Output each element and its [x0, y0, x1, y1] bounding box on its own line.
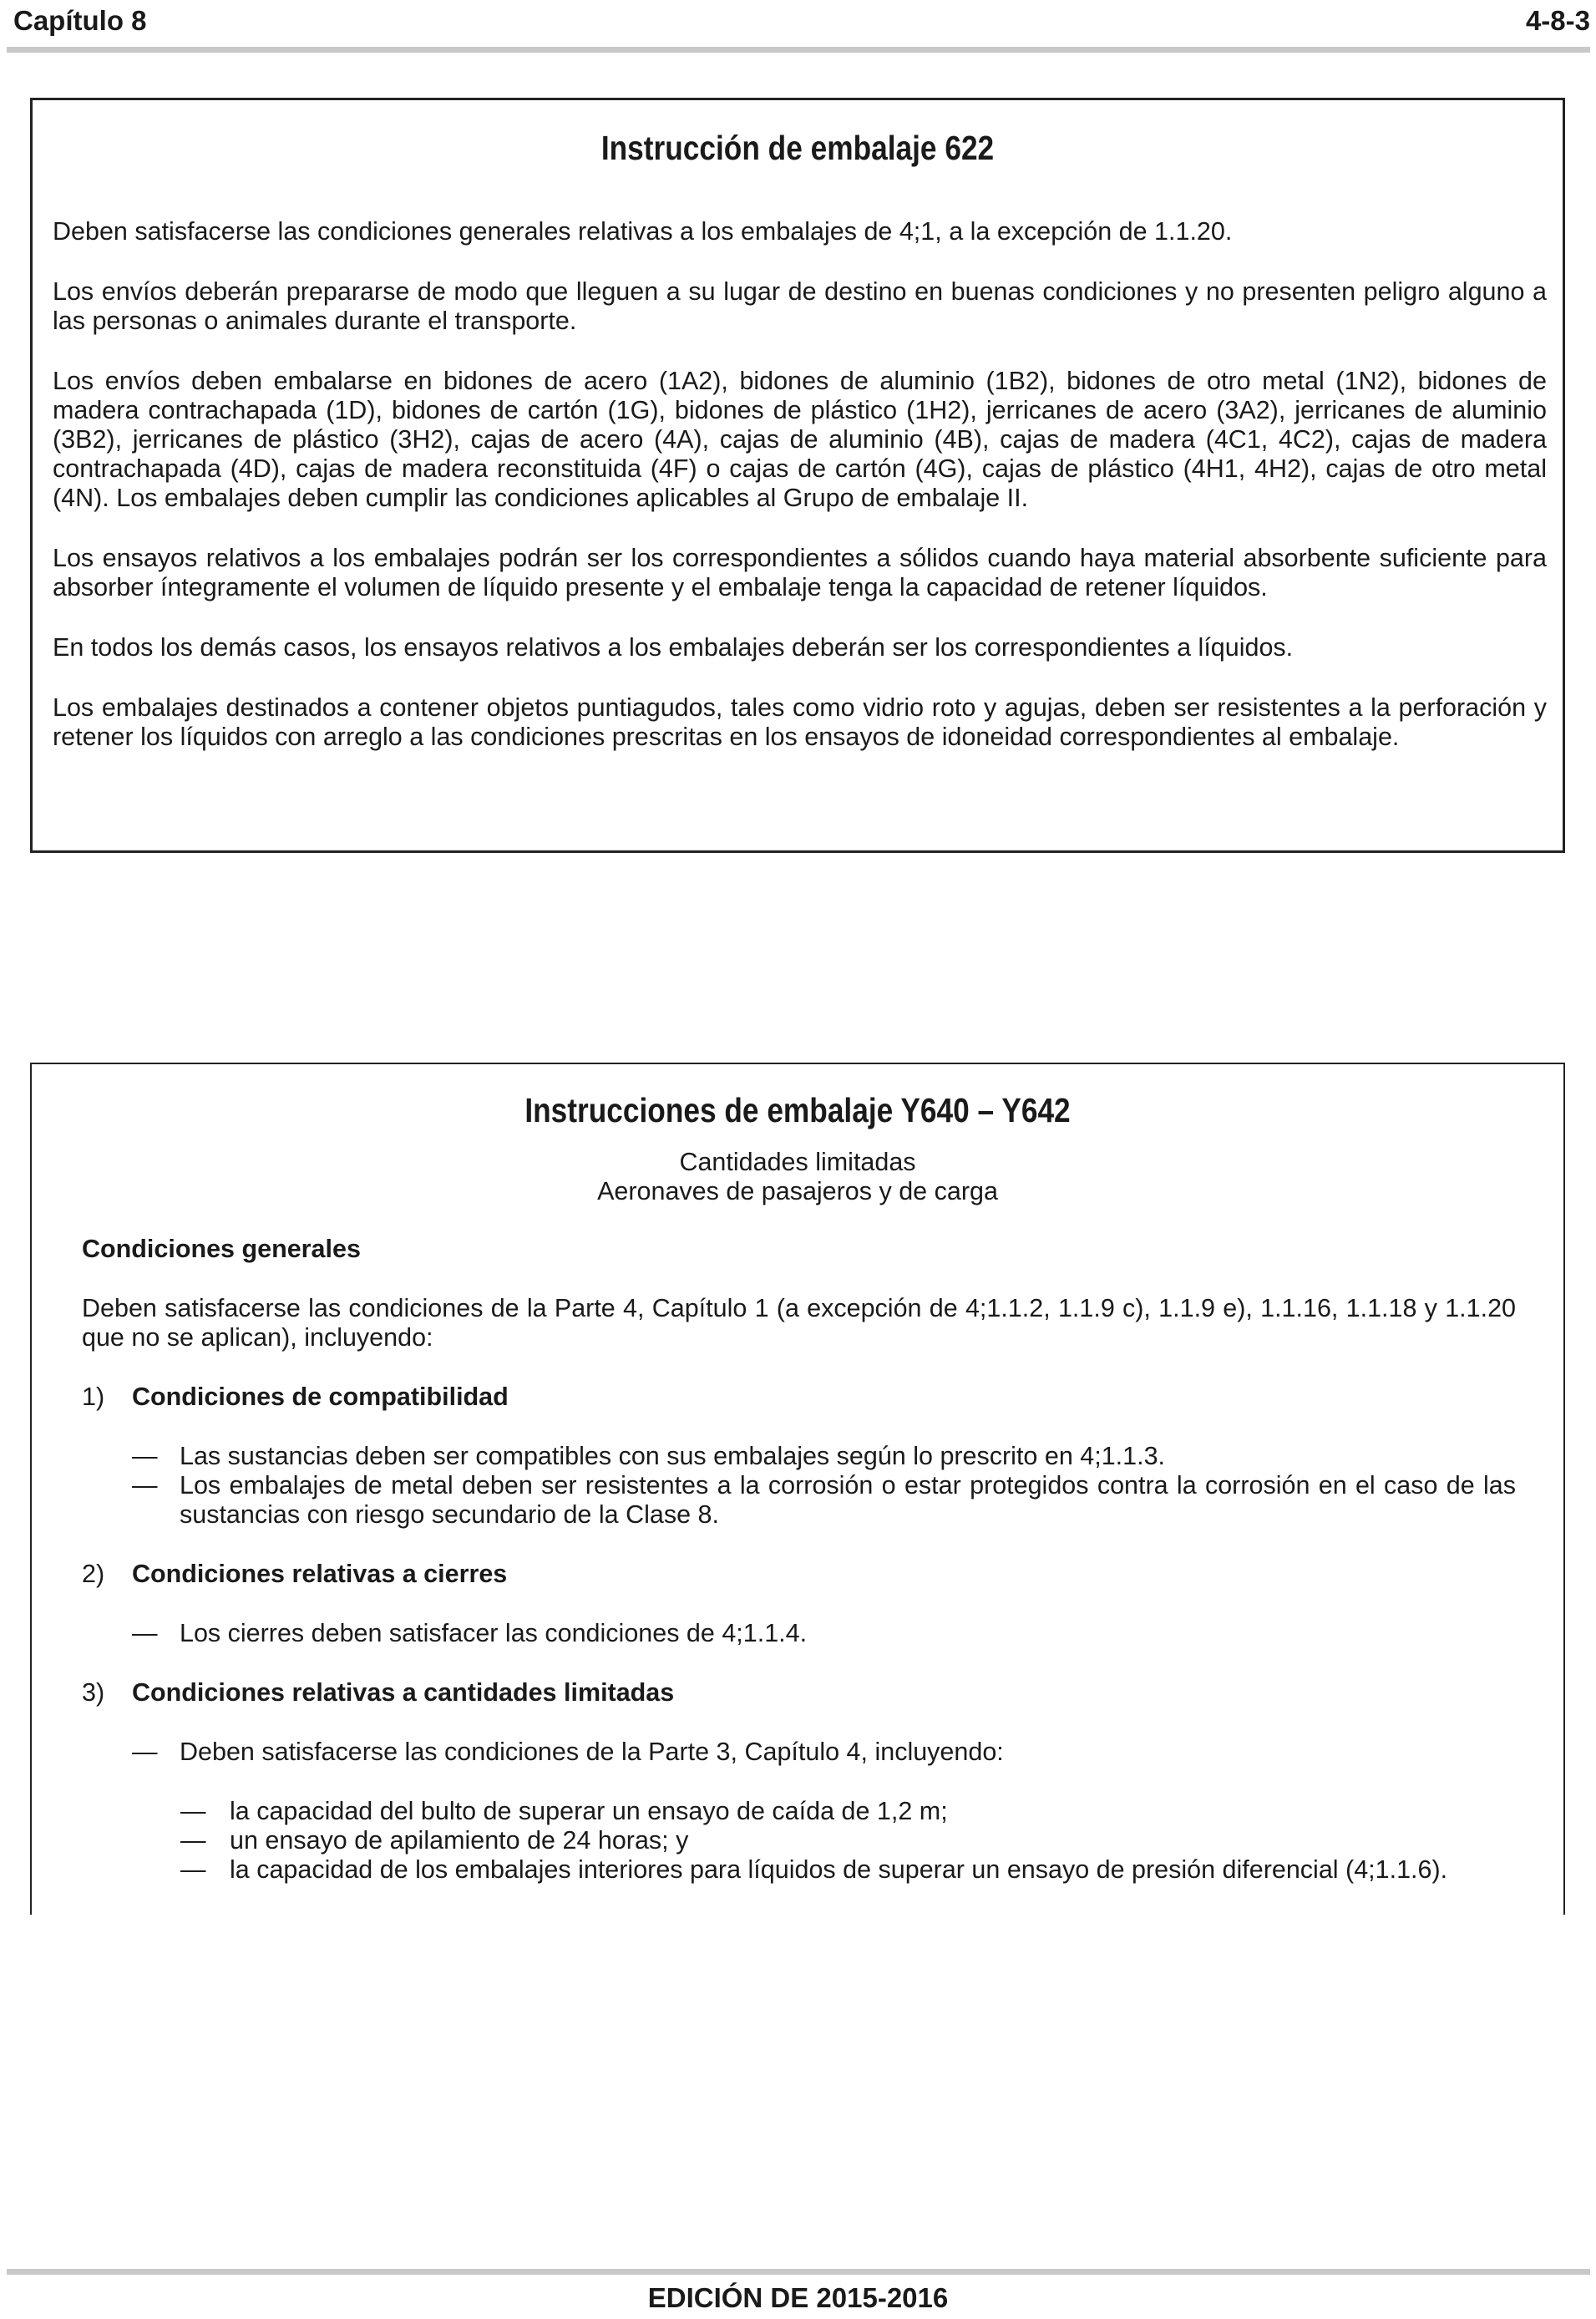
- box1-paragraph: Los ensayos relativos a los embalajes podrán ser los correspondientes a sólidos cuando haya material absorbente suficiente para absorber íntegramente el volumen de líquido presente y el embalaje tenga la capacidad de retener líquidos.: [53, 544, 1547, 601]
- section-compatibility: [82, 1383, 1516, 1412]
- box2-subtitle-limited-quantities: Cantidades limitadas: [679, 1148, 916, 1176]
- dash-bullet: —: [132, 1738, 158, 1766]
- packing-instruction-622-box: [30, 98, 1565, 853]
- section-number: 1): [82, 1383, 105, 1411]
- page-number: 4-8-3: [1525, 5, 1590, 36]
- box1-title: Instrucción de embalaje 622: [600, 129, 995, 167]
- list-item: [82, 1471, 1516, 1530]
- dash-bullet: —: [132, 1471, 158, 1499]
- list-item-text: Los cierres deben satisfacer las condiciones de 4;1.1.4.: [180, 1619, 808, 1647]
- section-number: 3): [82, 1678, 105, 1707]
- section-number: 2): [82, 1560, 105, 1588]
- box2-subtitle-aircraft: Aeronaves de pasajeros y de carga: [597, 1177, 998, 1205]
- dash-bullet: —: [132, 1442, 158, 1470]
- section-closures: [82, 1560, 1516, 1589]
- list-item-text: Las sustancias deben ser compatibles con sus embalajes según lo prescrito en 4;1.1.3.: [180, 1442, 1166, 1470]
- box2-body: [82, 1235, 1516, 1885]
- dash-bullet: —: [180, 1797, 206, 1825]
- sub-list-item-text: la capacidad del bulto de superar un ensayo de caída de 1,2 m;: [230, 1797, 948, 1825]
- section-title: Condiciones relativas a cierres: [132, 1560, 508, 1588]
- list-item: [82, 1442, 1516, 1471]
- dash-bullet: —: [180, 1826, 206, 1855]
- list-item: [82, 1738, 1516, 1767]
- list-item: [82, 1619, 1516, 1648]
- sub-list-item: [82, 1797, 1516, 1826]
- general-conditions-intro: Deben satisfacerse las condiciones de la Parte 4, Capítulo 1 (a excepción de 4;1.1.2, 1.1.9 c), 1.1.9 e), 1.1.16, 1.1.18 y 1.1.20 que no se aplican), incluyendo:: [82, 1294, 1516, 1352]
- footer-rule: [7, 2269, 1590, 2275]
- sub-list-item: [82, 1826, 1516, 1855]
- list-item-text: Los embalajes de metal deben ser resistentes a la corrosión o estar protegidos contra la corrosión en el caso de las sustancias con riesgo secundario de la Clase 8.: [180, 1471, 1516, 1529]
- chapter-label: Capítulo 8: [13, 5, 147, 36]
- sub-list-item-text: un ensayo de apilamiento de 24 horas; y: [230, 1826, 689, 1855]
- dash-bullet: —: [180, 1855, 206, 1884]
- section-title: Condiciones relativas a cantidades limitadas: [132, 1678, 675, 1707]
- box1-paragraph: Los envíos deberán prepararse de modo que lleguen a su lugar de destino en buenas condiciones y no presenten peligro alguno a las personas o animales durante el transporte.: [53, 277, 1547, 335]
- box1-body: [53, 217, 1547, 783]
- box2-title: Instrucciones de embalaje Y640 – Y642: [524, 1091, 1071, 1129]
- page-header: [13, 5, 1590, 38]
- packing-instructions-y640-y642-box: [30, 1063, 1565, 1915]
- section-title: Condiciones de compatibilidad: [132, 1383, 509, 1411]
- dash-bullet: —: [132, 1619, 158, 1647]
- box1-paragraph: Los embalajes destinados a contener objetos puntiagudos, tales como vidrio roto y agujas, deben ser resistentes a la perforación y retener los líquidos con arreglo a las condiciones prescritas en los ensayos de idoneidad correspondientes al embalaje.: [53, 693, 1547, 751]
- sub-list-item-text: la capacidad de los embalajes interiores para líquidos de superar un ensayo de presión diferencial (4;1.1.6).: [230, 1855, 1448, 1884]
- box1-paragraph: Deben satisfacerse las condiciones generales relativas a los embalajes de 4;1, a la excepción de 1.1.20.: [53, 217, 1233, 246]
- header-rule: [7, 47, 1590, 53]
- sub-list-item: [82, 1855, 1516, 1885]
- box1-paragraph: En todos los demás casos, los ensayos relativos a los embalajes deberán ser los correspondientes a líquidos.: [53, 633, 1294, 662]
- general-conditions-heading: Condiciones generales: [82, 1235, 361, 1263]
- box1-paragraph: Los envíos deben embalarse en bidones de acero (1A2), bidones de aluminio (1B2), bidones de otro metal (1N2), bidones de madera contrachapada (1D), bidones de cartón (1G), bidones de plástico (1H2), jerricanes de acero (3A2), jerricanes de aluminio (3B2), jerricanes de plástico (3H2), cajas de acero (4A), cajas de aluminio (4B), cajas de madera (4C1, 4C2), cajas de madera contrachapada (4D), cajas de madera reconstituida (4F) o cajas de cartón (4G), cajas de plástico (4H1, 4H2), cajas de otro metal (4N). Los embalajes deben cumplir las condiciones aplicables al Grupo de embalaje II.: [53, 367, 1547, 512]
- list-item-text: Deben satisfacerse las condiciones de la Parte 3, Capítulo 4, incluyendo:: [180, 1738, 1004, 1766]
- edition-footer: EDICIÓN DE 2015-2016: [647, 2282, 949, 2313]
- section-limited-quantities: [82, 1678, 1516, 1708]
